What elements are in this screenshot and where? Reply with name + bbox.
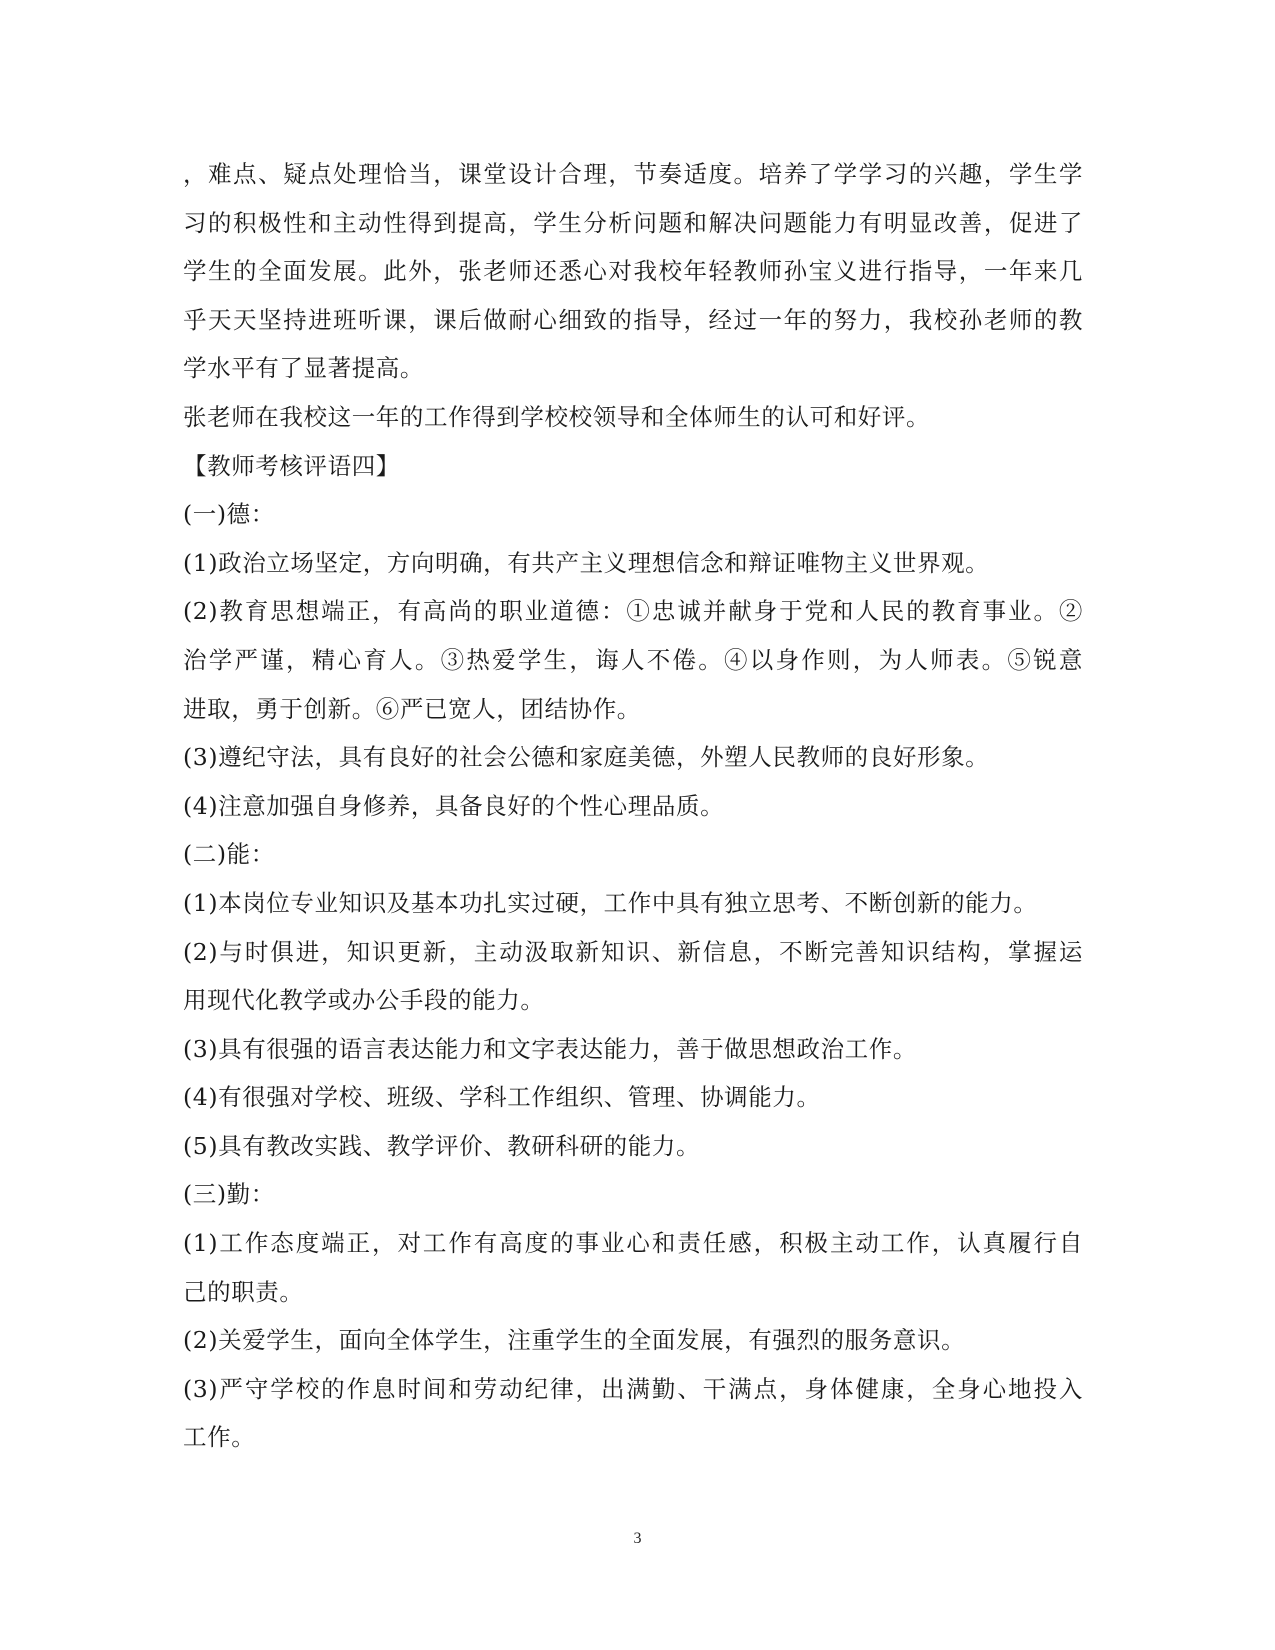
section-heading: 【教师考核评语四】 [183,451,400,480]
text-line: 用现代化教学或办公手段的能力。 [183,986,545,1015]
list-item: (1)政治立场坚定，方向明确，有共产主义理想信念和辩证唯物主义世界观。 [183,548,990,577]
list-item: (1)本岗位专业知识及基本功扎实过硬，工作中具有独立思考、不断创新的能力。 [183,888,1038,917]
text-line: 治学严谨，精心育人。③热爱学生，诲人不倦。④以身作则，为人师表。⑤锐意 [183,645,1083,674]
list-item: (3)遵纪守法，具有良好的社会公德和家庭美德，外塑人民教师的良好形象。 [183,743,990,772]
list-item: (3)具有很强的语言表达能力和文字表达能力，善于做思想政治工作。 [183,1034,917,1063]
list-item: (1)工作态度端正，对工作有高度的事业心和责任感，积极主动工作，认真履行自 [183,1229,1083,1258]
text-line: ，难点、疑点处理恰当，课堂设计合理，节奏适度。培养了学学习的兴趣，学生学 [183,160,1083,188]
list-item: (4)注意加强自身修养，具备良好的个性心理品质。 [183,791,725,820]
subsection-heading: (三)勤： [183,1180,275,1209]
subsection-heading: (一)德： [183,500,275,529]
list-item: (2)关爱学生，面向全体学生，注重学生的全面发展，有强烈的服务意识。 [183,1326,966,1355]
text-line: 工作。 [183,1423,256,1452]
list-item: (5)具有教改实践、教学评价、教研科研的能力。 [183,1131,701,1160]
text-line: 进取，勇于创新。⑥严已宽人，团结协作。 [183,694,641,723]
text-line: 学生的全面发展。此外，张老师还悉心对我校年轻教师孙宝义进行指导，一年来几 [183,257,1083,286]
text-line: 张老师在我校这一年的工作得到学校校领导和全体师生的认可和好评。 [183,402,931,431]
subsection-heading: (二)能： [183,840,275,869]
list-item: (2)与时俱进，知识更新，主动汲取新知识、新信息，不断完善知识结构，掌握运 [183,937,1083,966]
page-number: 3 [633,1530,642,1547]
list-item: (4)有很强对学校、班级、学科工作组织、管理、协调能力。 [183,1083,821,1112]
text-line: 习的积极性和主动性得到提高，学生分析问题和解决问题能力有明显改善，促进了 [183,208,1083,237]
text-line: 乎天天坚持进班听课，课后做耐心细致的指导，经过一年的努力，我校孙老师的教 [183,305,1083,334]
text-line: 学水平有了显著提高。 [183,354,424,383]
list-item: (2)教育思想端正，有高尚的职业道德：①忠诚并献身于党和人民的教育事业。② [183,597,1083,626]
document-body [183,150,1083,1462]
text-line: 己的职责。 [183,1277,304,1306]
list-item: (3)严守学校的作息时间和劳动纪律，出满勤、干满点，身体健康，全身心地投入 [183,1374,1083,1403]
